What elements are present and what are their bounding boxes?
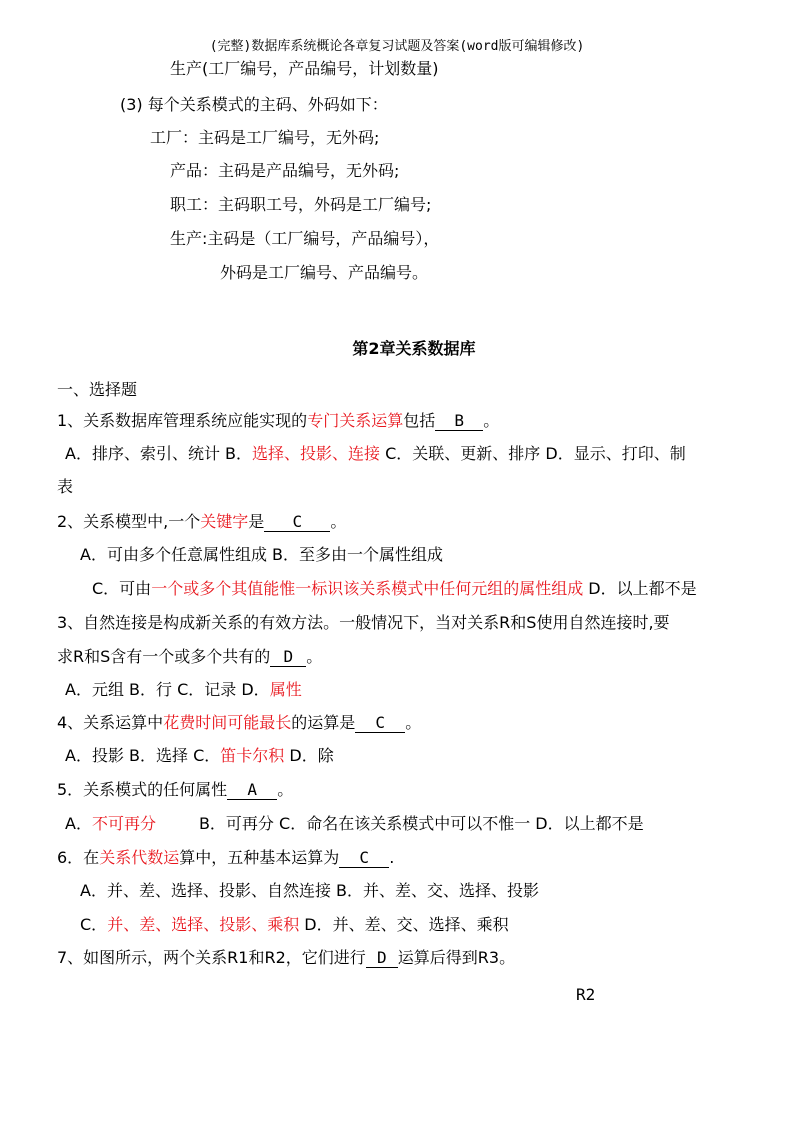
question-5 [57, 779, 293, 801]
chapter-title: 第2章关系数据库 [352, 339, 476, 358]
q2-options-2 [92, 578, 697, 600]
q2-options-1: A．可由多个任意属性组成 B．至多由一个属性组成 [80, 545, 444, 564]
q1-options-wrap: 表 [57, 477, 74, 496]
r2-label: R2 [576, 985, 596, 1004]
q4-option-d: D．除 [284, 746, 334, 765]
q6-option-c-prefix: C． [80, 915, 108, 934]
q2-text-2: 是 [248, 512, 265, 531]
q6-answer: C [339, 849, 389, 868]
worker-keys: 职工：主码职工号，外码是工厂编号; [170, 195, 432, 214]
q2-highlight: 关键字 [200, 512, 249, 531]
q3-end: 。 [306, 647, 323, 666]
question-4 [57, 712, 421, 734]
q1-highlight: 专门关系运算 [307, 411, 404, 430]
q3-answer: D [270, 648, 306, 667]
q4-text: 4、关系运算中 [57, 713, 164, 732]
section-heading: 一、选择题 [57, 380, 138, 399]
q5-end: 。 [277, 780, 294, 799]
q6-highlight: 关系代数运 [99, 848, 180, 867]
q2-answer: C [264, 513, 330, 532]
q1-options [65, 443, 686, 465]
q1-options-a: A．排序、索引、统计 B． [65, 444, 253, 463]
q6-end: . [389, 848, 395, 867]
q6-text-2: 算中，五种基本运算为 [179, 848, 340, 867]
question-1 [57, 410, 499, 432]
q6-option-d: D．并、差、交、选择、乘积 [299, 915, 509, 934]
q6-options-2 [80, 914, 509, 936]
q7-text: 7、如图所示，两个关系R1和R2，它们进行 [57, 948, 366, 967]
product-keys: 产品：主码是产品编号，无外码; [170, 161, 400, 180]
production-relation: 生产(工厂编号，产品编号，计划数量) [170, 59, 439, 78]
q4-end: 。 [405, 713, 422, 732]
q1-answer: B [435, 412, 483, 431]
keys-intro: (3) 每个关系模式的主码、外码如下： [120, 95, 388, 114]
q3-option-d: 属性 [269, 680, 302, 699]
q2-option-d: D．以上都不是 [583, 579, 697, 598]
question-3-line-2 [57, 646, 322, 668]
q4-options-ab: A．投影 B．选择 C． [65, 746, 221, 765]
question-2 [57, 511, 346, 533]
q5-text: 5．关系模式的任何属性 [57, 780, 228, 799]
q5-options-bcd: B．可再分 C．命名在该关系模式中可以不惟一 D．以上都不是 [198, 814, 644, 833]
q5-answer: A [227, 781, 277, 800]
q6-options-1: A．并、差、选择、投影、自然连接 B．并、差、交、选择、投影 [80, 881, 540, 900]
q1-option-b: 选择、投影、连接 [252, 444, 381, 463]
q7-text-2: 运算后得到R3。 [397, 948, 516, 967]
q1-options-cd: C．关联、更新、排序 D．显示、打印、制 [380, 444, 686, 463]
q2-option-c-prefix: C．可由 [92, 579, 152, 598]
question-3-line-1: 3、自然连接是构成新关系的有效方法。一般情况下，当对关系R和S使用自然连接时,要 [57, 613, 670, 632]
q2-text: 2、关系模型中,一个 [57, 512, 201, 531]
q4-answer: C [355, 714, 405, 733]
q4-text-2: 的运算是 [291, 713, 356, 732]
q2-option-c: 一个或多个其值能惟一标识该关系模式中任何元组的属性组成 [151, 579, 584, 598]
q6-text: 6．在 [57, 848, 100, 867]
production-keys: 生产:主码是（工厂编号，产品编号）， [170, 229, 440, 248]
q4-highlight: 花费时间可能最长 [163, 713, 292, 732]
q3-text: 求R和S含有一个或多个共有的 [57, 647, 271, 666]
q2-end: 。 [330, 512, 347, 531]
factory-keys: 工厂：主码是工厂编号，无外码; [150, 128, 380, 147]
q1-text: 1、关系数据库管理系统应能实现的 [57, 411, 308, 430]
q3-options [65, 679, 302, 701]
page-header: (完整)数据库系统概论各章复习试题及答案(word版可编辑修改) [209, 39, 585, 54]
q5-options [65, 813, 644, 835]
q1-text-2: 包括 [403, 411, 436, 430]
q7-answer: D [366, 949, 398, 968]
q1-end: 。 [483, 411, 500, 430]
q3-options-abc: A．元组 B．行 C．记录 D． [65, 680, 270, 699]
q4-option-c: 笛卡尔积 [220, 746, 285, 765]
production-foreign-keys: 外码是工厂编号、产品编号。 [220, 263, 429, 282]
q5-option-a: 不可再分 [91, 814, 156, 833]
q6-option-c: 并、差、选择、投影、乘积 [107, 915, 300, 934]
question-6 [57, 847, 394, 869]
q4-options [65, 745, 334, 767]
question-7 [57, 947, 515, 969]
q5-option-a-prefix: A． [65, 814, 92, 833]
